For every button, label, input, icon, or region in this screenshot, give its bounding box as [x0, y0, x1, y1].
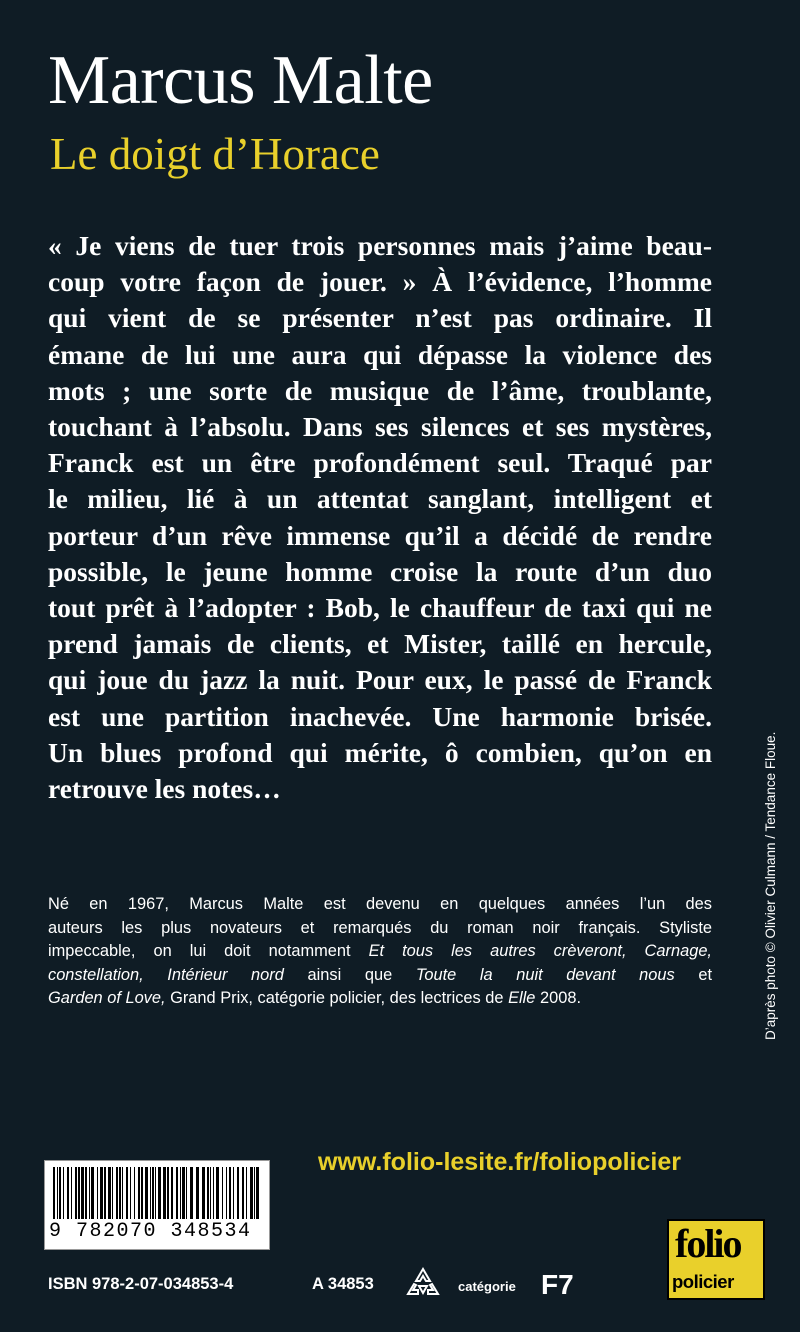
- barcode-stripe: [57, 1167, 58, 1219]
- barcode-stripe: [53, 1167, 55, 1219]
- author-bio: [48, 893, 712, 1011]
- barcode-stripe: [171, 1167, 173, 1219]
- barcode-stripe: [141, 1167, 143, 1219]
- barcode-stripe: [85, 1167, 87, 1219]
- bio-line: [48, 917, 712, 941]
- website-link[interactable]: www.folio-lesite.fr/foliopolicier: [318, 1148, 681, 1176]
- bio-magazine-title: Elle: [508, 989, 536, 1007]
- barcode-stripe: [145, 1167, 148, 1219]
- blurb-line: possible, le jeune homme croise la route d’un duo: [48, 555, 712, 587]
- recycle-triangle-icon: [405, 1266, 441, 1298]
- blurb-line: tout prêt à l’adopter : Bob, le chauffeur de taxi qui ne: [48, 592, 712, 624]
- photo-credit: D’après photo © Olivier Culmann / Tendance Floue.: [763, 731, 778, 1040]
- barcode-stripe: [250, 1167, 253, 1219]
- barcode-stripe: [116, 1167, 118, 1219]
- bio-work-title: Toute la nuit devant nous: [415, 965, 675, 984]
- barcode-stripe: [63, 1167, 64, 1219]
- barcode-stripe: [119, 1167, 121, 1219]
- catalog-code: A 34853: [312, 1275, 374, 1293]
- blurb-line: qui vient de se présenter n’est pas ordinaire. Il: [48, 302, 712, 334]
- barcode-stripe: [256, 1167, 259, 1219]
- blurb-line: porteur d’un rêve immense qu’il a décidé de rendre: [48, 519, 712, 551]
- bio-text: auteurs les plus novateurs et remarqués du roman noir français. Styliste: [48, 918, 712, 937]
- blurb-line: émane de lui une aura qui dépasse la violence des: [48, 338, 712, 370]
- bio-line: [48, 987, 712, 1011]
- category-code: F7: [541, 1269, 574, 1300]
- bio-work-title: Garden of Love,: [48, 989, 166, 1007]
- bio-text: Grand Prix, catégorie policier, des lectrices de: [165, 989, 509, 1007]
- barcode-stripe: [246, 1167, 247, 1219]
- bio-work-titles: constellation, Intérieur nord: [48, 965, 284, 984]
- barcode-stripe: [126, 1167, 128, 1219]
- barcode-stripe: [158, 1167, 161, 1219]
- blurb-line: le milieu, lié à un attentat sanglant, intelligent et: [48, 483, 712, 515]
- blurb-line: est une partition inachevée. Une harmonie brisée.: [48, 700, 712, 732]
- folio-policier-logo: [667, 1219, 765, 1300]
- isbn: ISBN 978-2-07-034853-4: [48, 1275, 234, 1293]
- barcode-stripe: [138, 1167, 140, 1219]
- barcode-stripe: [122, 1167, 123, 1219]
- bio-text: 2008.: [535, 989, 582, 1007]
- barcode-stripe: [207, 1167, 209, 1219]
- barcode-stripe: [196, 1167, 199, 1219]
- logo-policier-text: policier: [672, 1271, 734, 1292]
- blurb-line: Franck est un être profondément seul. Traqué par: [48, 447, 712, 479]
- blurb-line: touchant à l’absolu. Dans ses silences et ses mystères,: [48, 411, 712, 443]
- blurb-line: « Je viens de tuer trois personnes mais j’aime beau-: [48, 230, 712, 261]
- barcode-stripe: [108, 1167, 111, 1219]
- barcode-stripe: [150, 1167, 151, 1219]
- barcode-stripe: [254, 1167, 255, 1219]
- barcode-stripe: [130, 1167, 131, 1219]
- book-title: Le doigt d’Horace: [50, 129, 380, 179]
- barcode-number: 9 782070 348534: [49, 1220, 252, 1243]
- author-name: Marcus Malte: [48, 42, 433, 119]
- barcode-stripe: [202, 1167, 205, 1219]
- bio-text: ainsi que: [283, 965, 416, 984]
- barcode-stripe: [97, 1167, 98, 1219]
- barcode-stripe: [100, 1167, 103, 1219]
- barcode-stripe: [182, 1167, 185, 1219]
- barcode-stripe: [213, 1167, 214, 1219]
- barcode-stripe: [71, 1167, 72, 1219]
- barcode-stripe: [78, 1167, 80, 1219]
- blurb-line: coup votre façon de jouer. » À l’évidence, l’homme: [48, 266, 712, 298]
- barcode-stripe: [186, 1167, 187, 1219]
- category-label: catégorie: [458, 1279, 516, 1294]
- barcode-stripe: [190, 1167, 193, 1219]
- bio-line: [48, 893, 712, 917]
- barcode-stripe: [222, 1167, 223, 1219]
- barcode: [44, 1160, 270, 1250]
- barcode-stripe: [152, 1167, 154, 1219]
- barcode-stripe: [112, 1167, 113, 1219]
- barcode-stripe: [67, 1167, 69, 1219]
- blurb-line: Un blues profond qui mérite, ô combien, qu’on en: [48, 736, 712, 768]
- barcode-stripe: [233, 1167, 234, 1219]
- bio-line: [48, 964, 712, 988]
- barcode-stripe: [134, 1167, 135, 1219]
- back-cover-blurb: [48, 228, 712, 807]
- barcode-stripe: [81, 1167, 84, 1219]
- barcode-stripe: [176, 1167, 178, 1219]
- barcode-stripe: [75, 1167, 77, 1219]
- barcode-stripe: [242, 1167, 244, 1219]
- barcode-stripe: [167, 1167, 169, 1219]
- barcode-stripe: [226, 1167, 227, 1219]
- blurb-line: qui joue du jazz la nuit. Pour eux, le passé de Franck: [48, 664, 712, 696]
- blurb-line: prend jamais de clients, et Mister, taillé en hercule,: [48, 628, 712, 660]
- barcode-stripe: [180, 1167, 181, 1219]
- barcode-stripe: [155, 1167, 156, 1219]
- bio-text: et: [674, 965, 713, 984]
- barcode-stripe: [91, 1167, 94, 1219]
- barcode-stripe: [229, 1167, 231, 1219]
- bio-work-titles: Et tous les autres crèveront, Carnage,: [368, 942, 712, 960]
- blurb-line: mots ; une sorte de musique de l’âme, troublante,: [48, 374, 712, 406]
- barcode-bars: [51, 1167, 263, 1219]
- barcode-stripe: [210, 1167, 211, 1219]
- barcode-stripe: [216, 1167, 219, 1219]
- bio-text: impeccable, on lui doit notamment: [48, 942, 369, 960]
- bio-text: Né en 1967, Marcus Malte est devenu en quelques années l’un des: [48, 895, 712, 913]
- barcode-stripe: [89, 1167, 90, 1219]
- barcode-stripe: [237, 1167, 239, 1219]
- logo-folio-text: folio: [675, 1221, 741, 1266]
- barcode-stripe: [163, 1167, 166, 1219]
- bio-line: [48, 940, 712, 964]
- barcode-stripe: [104, 1167, 106, 1219]
- barcode-stripe: [59, 1167, 61, 1219]
- blurb-line: retrouve les notes…: [48, 773, 281, 805]
